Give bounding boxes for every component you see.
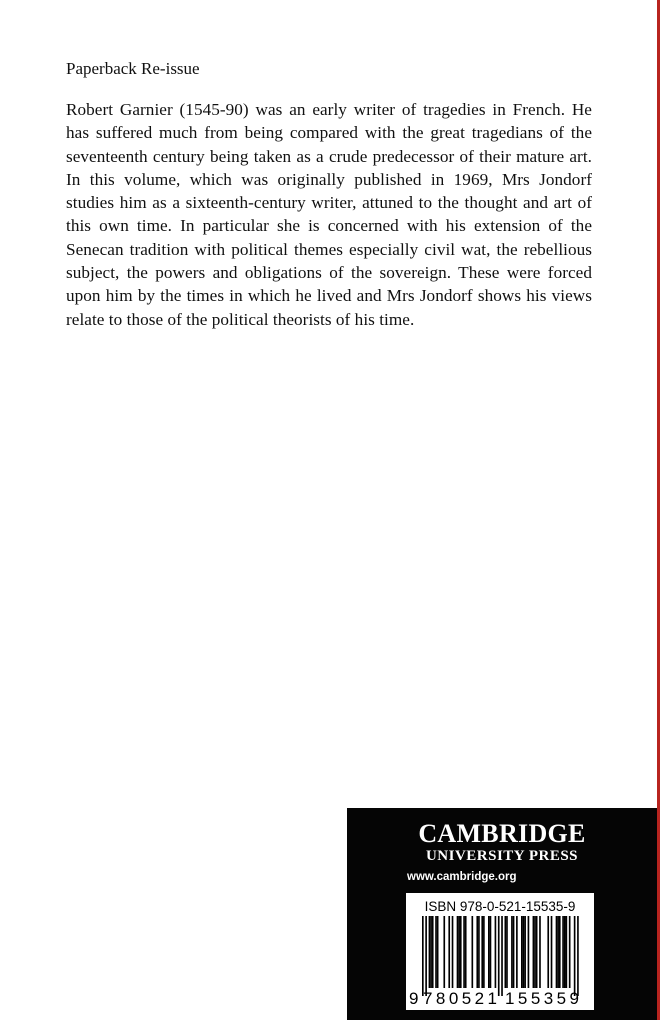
barcode-bar — [448, 916, 450, 988]
barcode-bar — [443, 916, 445, 988]
barcode-left-digits: 780521 — [423, 989, 497, 1008]
barcode-bar — [422, 916, 424, 996]
barcode-bar — [488, 916, 490, 988]
barcode-bar — [452, 916, 454, 988]
barcode-bar — [430, 916, 432, 988]
barcode-bar — [506, 916, 508, 988]
barcode-bar — [557, 916, 559, 988]
barcode-bar — [465, 916, 467, 988]
barcode-bar — [516, 916, 518, 988]
book-description: Robert Garnier (1545-90) was an early writer of tragedies in French. He has suffered much from being compared with the great tragedians of the seventeenth century being taken as a crude predecessor of their mature art. In this volume, which was originally published in 1969, Mrs Jondorf studies him as a sixteenth-century writer, attuned to the thought and art of this own time. In particular she is concerned with his extension of the Senecan tradition with political themes especially civil wat, the rebellious subject, the powers and obligations of the sovereign. These were forced upon him by the times in which he lived and Mrs Jondorf shows his views relate to those of the political theorists of his time. — [66, 100, 592, 329]
barcode-bar — [536, 916, 538, 988]
publisher-panel — [347, 808, 657, 1020]
barcode-bar — [577, 916, 579, 996]
barcode-bars — [422, 916, 579, 996]
barcode-bar — [523, 916, 525, 988]
barcode-bar — [524, 916, 526, 988]
barcode-bar — [463, 916, 465, 988]
barcode-bar — [551, 916, 553, 988]
barcode-right-digits: 155359 — [505, 989, 579, 1008]
barcode-bar — [574, 916, 576, 996]
barcode-bar — [495, 916, 497, 988]
barcode-bar — [556, 916, 558, 988]
barcode-graphic — [406, 893, 594, 1010]
isbn-label: ISBN 978-0-521-15535-9 — [424, 899, 576, 914]
publisher-name: CAMBRIDGE — [418, 819, 586, 848]
barcode-bar — [457, 916, 459, 988]
barcode-bar — [513, 916, 515, 988]
barcode-bar — [429, 916, 431, 988]
barcode-bar — [432, 916, 434, 988]
barcode-bar — [437, 916, 439, 988]
barcode-bar — [562, 916, 564, 988]
publisher-url: www.cambridge.org — [407, 871, 517, 883]
publisher-subtitle: UNIVERSITY PRESS — [425, 848, 579, 864]
isbn-barcode — [406, 893, 594, 1010]
barcode-first-digit: 9 — [409, 989, 419, 1008]
barcode-bar — [533, 916, 535, 988]
barcode-bar — [478, 916, 480, 988]
barcode-bar — [521, 916, 523, 988]
barcode-bar — [528, 916, 530, 988]
barcode-bar — [490, 916, 492, 988]
barcode-bar — [505, 916, 507, 988]
barcode-bar — [539, 916, 541, 988]
barcode-bar — [460, 916, 462, 988]
barcode-bar — [425, 916, 427, 996]
edition-label: Paperback Re-issue — [66, 59, 200, 78]
barcode-bar — [498, 916, 500, 996]
barcode-bar — [435, 916, 437, 988]
barcode-bar — [559, 916, 561, 988]
barcode-bar — [483, 916, 485, 988]
barcode-bar — [472, 916, 474, 988]
barcode-bar — [458, 916, 460, 988]
barcode-bar — [534, 916, 536, 988]
barcode-bar — [511, 916, 513, 988]
barcode-bar — [501, 916, 503, 996]
barcode-bar — [569, 916, 571, 988]
barcode-bar — [566, 916, 568, 988]
barcode-bar — [481, 916, 483, 988]
barcode-bar — [547, 916, 549, 988]
barcode-bar — [564, 916, 566, 988]
barcode-bar — [476, 916, 478, 988]
